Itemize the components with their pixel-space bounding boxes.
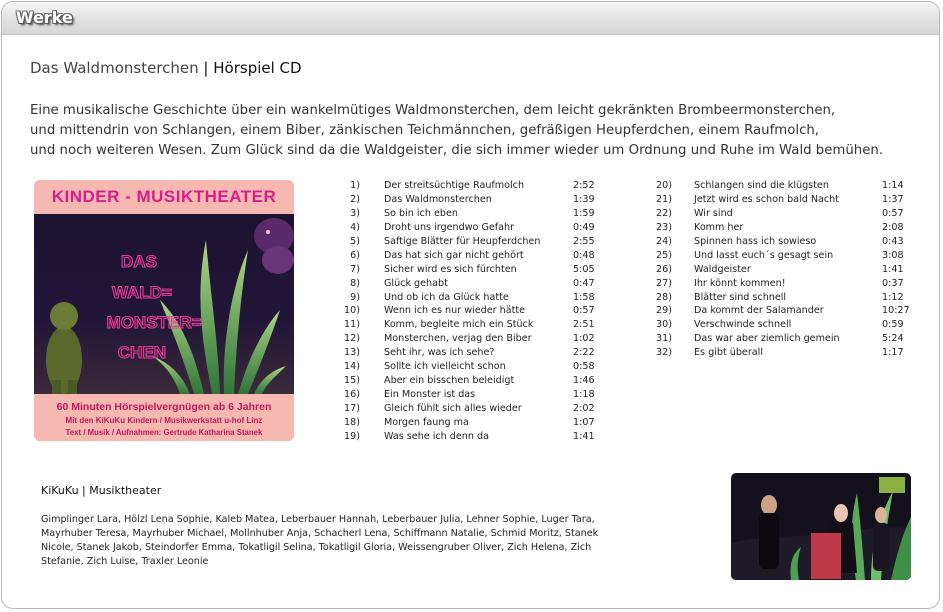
track-title: Was sehe ich denn da	[384, 430, 489, 442]
track-title: Und lasst euch´s gesagt sein	[694, 249, 834, 261]
track-duration: 0:43	[882, 235, 904, 247]
track-row	[640, 263, 910, 277]
track-title: Jetzt wird es schon bald Nacht	[694, 193, 840, 205]
track-row	[640, 207, 910, 221]
track-row	[640, 318, 910, 332]
track-title: Und ob ich da Glück hatte	[384, 291, 509, 303]
members-line: Stefanie, Zich Luise, Traxler Leonie	[41, 556, 209, 567]
track-duration: 5:05	[573, 263, 595, 275]
intro-text	[30, 101, 910, 161]
track-number: 31)	[656, 333, 672, 345]
track-title: Wenn ich es nur wieder hätte	[384, 305, 525, 317]
track-duration: 1:58	[573, 291, 595, 303]
track-row	[330, 193, 600, 207]
track-number: 20)	[656, 180, 672, 191]
track-row	[330, 360, 600, 374]
track-row	[330, 304, 600, 318]
members-line: Mayrhuber Teresa, Mayrhuber Michael, Mollnhuber Anja, Schacherl Lena, Schiffmann Natalie, Schmid Moritz, Stanek	[41, 528, 599, 539]
track-number: 32)	[656, 347, 672, 359]
track-number: 6)	[350, 249, 360, 261]
group-members	[41, 513, 601, 569]
track-duration: 1:07	[573, 416, 595, 428]
track-row	[330, 235, 600, 249]
track-row	[330, 277, 600, 291]
track-row	[330, 249, 600, 263]
track-title: Morgen faung ma	[384, 416, 469, 428]
cover-banner-text: KINDER - MUSIKTHEATER	[51, 187, 277, 206]
track-duration: 1:12	[882, 291, 904, 303]
track-number: 24)	[656, 235, 672, 247]
track-title: Ihr könnt kommen!	[694, 277, 786, 289]
track-row	[330, 263, 600, 277]
cd-cover-image	[34, 180, 294, 441]
track-number: 8)	[350, 277, 360, 289]
track-number: 28)	[656, 291, 672, 303]
track-number: 18)	[344, 416, 360, 428]
track-number: 10)	[344, 305, 360, 317]
track-number: 5)	[350, 235, 360, 247]
heading-separator: |	[203, 59, 209, 77]
track-number: 25)	[656, 249, 672, 261]
track-number: 1)	[350, 180, 360, 191]
track-duration: 1:18	[573, 389, 595, 401]
track-title: Gleich fühlt sich alles wieder	[384, 403, 522, 414]
track-title: Blätter sind schnell	[694, 291, 787, 303]
track-duration: 2:22	[573, 347, 595, 359]
track-row	[330, 430, 600, 444]
track-title: Komm her	[694, 221, 744, 233]
track-duration: 2:55	[573, 235, 595, 247]
track-title: Komm, begleite mich ein Stück	[384, 319, 534, 331]
track-row	[640, 332, 910, 346]
track-number: 17)	[344, 403, 360, 414]
track-duration: 0:59	[882, 319, 904, 331]
track-row	[330, 416, 600, 430]
cover-title-line: DAS	[121, 252, 157, 271]
track-duration: 0:37	[882, 277, 904, 289]
members-line: Gimplinger Lara, Hölzl Lena Sophie, Kaleb Matea, Leberbauer Hannah, Leberbauer Julia, Lehner Sophie, Luger Tara,	[41, 514, 595, 525]
track-duration: 2:51	[573, 319, 595, 331]
track-number: 12)	[344, 333, 360, 345]
track-duration: 1:41	[882, 263, 904, 275]
track-title: Wir sind	[694, 207, 733, 219]
heading-title: Das Waldmonsterchen	[30, 59, 199, 77]
track-number: 22)	[656, 207, 672, 219]
track-title: Das Waldmonsterchen	[384, 193, 492, 205]
track-title: Sicher wird es sich fürchten	[384, 263, 517, 275]
track-duration: 5:24	[882, 333, 904, 345]
track-title: Es gibt überall	[694, 347, 763, 359]
cover-title-line: MONSTER=	[106, 313, 202, 332]
intro-line: und noch weiteren Wesen. Zum Glück sind da die Waldgeister, die sich immer wieder um Ordnung und Ruhe im Wald bemühen.	[30, 143, 884, 158]
track-title: Spinnen hass ich sowieso	[694, 235, 817, 247]
track-duration: 0:48	[573, 249, 595, 261]
track-title: Droht uns irgendwo Gefahr	[384, 221, 515, 233]
group-title: KiKuKu | Musiktheater	[41, 484, 162, 497]
track-number: 27)	[656, 277, 672, 289]
page-heading	[30, 59, 302, 77]
track-row	[330, 291, 600, 305]
track-number: 16)	[344, 389, 360, 401]
track-title: Das hat sich gar nicht gehört	[384, 249, 524, 261]
track-row	[640, 277, 910, 291]
track-duration: 0:47	[573, 277, 595, 289]
stage-photo-art	[731, 473, 911, 580]
track-title: Der streitsüchtige Raufmolch	[384, 180, 525, 191]
track-number: 3)	[350, 207, 360, 219]
track-number: 26)	[656, 263, 672, 275]
track-row	[330, 388, 600, 402]
track-duration: 1:39	[573, 193, 595, 205]
cd-cover-art	[34, 180, 294, 441]
track-duration: 2:08	[882, 221, 904, 233]
stage-photo	[731, 473, 911, 580]
track-title: Schlangen sind die klügsten	[694, 180, 829, 191]
monster-figure-left	[46, 302, 82, 396]
track-title: Seht ihr, was ich sehe?	[384, 347, 495, 359]
track-title: Monsterchen, verjag den Biber	[384, 333, 532, 345]
track-row	[640, 221, 910, 235]
track-row	[640, 304, 910, 318]
cover-caption: Text / Musik / Aufnahmen: Gertrude Katharina Stanek	[65, 428, 263, 437]
title-bar	[2, 2, 939, 35]
track-row	[640, 291, 910, 305]
cover-title-line: WALD=	[112, 283, 172, 302]
track-duration: 1:17	[882, 347, 904, 359]
track-duration: 2:52	[573, 180, 595, 191]
track-title: Glück gehabt	[384, 277, 448, 289]
window-title: Werke	[16, 8, 73, 27]
track-title: Das war aber ziemlich gemein	[694, 333, 840, 345]
track-number: 7)	[350, 263, 360, 275]
track-duration: 0:49	[573, 221, 595, 233]
track-duration: 10:27	[882, 305, 910, 317]
track-duration: 0:57	[573, 305, 595, 317]
track-duration: 1:37	[882, 193, 904, 205]
track-number: 29)	[656, 305, 672, 317]
track-row	[330, 402, 600, 416]
track-number: 14)	[344, 361, 360, 373]
track-duration: 0:57	[882, 207, 904, 219]
cover-caption: 60 Minuten Hörspielvergnügen ab 6 Jahren	[56, 401, 272, 413]
track-title: Da kommt der Salamander	[694, 305, 824, 317]
cover-title-line: CHEN	[117, 343, 167, 362]
track-duration: 1:02	[573, 333, 595, 345]
track-row	[640, 346, 910, 360]
track-row	[640, 249, 910, 263]
heading-subtitle: Hörspiel CD	[213, 59, 302, 77]
track-number: 23)	[656, 221, 672, 233]
track-row	[640, 179, 910, 193]
track-number: 21)	[656, 193, 672, 205]
track-row	[330, 332, 600, 346]
track-title: Aber ein bisschen beleidigt	[384, 375, 515, 387]
track-title: Ein Monster ist das	[384, 389, 476, 401]
track-title: Saftige Blätter für Heupferdchen	[384, 235, 541, 247]
members-line: Nicole, Stanek Jakob, Steindorfer Emma, Tokatligil Selina, Tokatligil Gloria, Weissengruber Oliver, Zich Helena, Zich	[41, 542, 592, 553]
intro-line: und mittendrin von Schlangen, einem Biber, zänkischen Teichmännchen, gefräßigen Heupferdchen, einem Raufmolch,	[30, 123, 820, 138]
cover-caption: Mit den KiKuKu Kindern / Musikwerkstatt u-hof Linz	[65, 416, 263, 425]
track-duration: 1:59	[573, 207, 595, 219]
track-number: 4)	[350, 221, 360, 233]
track-number: 19)	[344, 430, 360, 442]
track-list-left	[330, 179, 600, 444]
track-row	[330, 179, 600, 193]
track-title: So bin ich eben	[384, 207, 458, 219]
intro-line: Eine musikalische Geschichte über ein wankelmütiges Waldmonsterchen, dem leicht gekränkten Brombeermonsterchen,	[30, 103, 836, 118]
track-duration: 1:46	[573, 375, 595, 387]
track-row	[330, 374, 600, 388]
track-row	[330, 221, 600, 235]
track-duration: 1:14	[882, 180, 904, 191]
track-duration: 2:02	[573, 403, 595, 414]
track-row	[640, 235, 910, 249]
track-number: 2)	[350, 193, 360, 205]
track-duration: 3:08	[882, 249, 904, 261]
track-row	[640, 193, 910, 207]
track-row	[330, 318, 600, 332]
track-list-right	[640, 179, 910, 360]
track-number: 9)	[350, 291, 360, 303]
track-row	[330, 346, 600, 360]
track-number: 30)	[656, 319, 672, 331]
track-row	[330, 207, 600, 221]
track-duration: 0:58	[573, 361, 595, 373]
track-number: 11)	[344, 319, 360, 331]
track-title: Verschwinde schnell	[694, 319, 792, 331]
track-number: 15)	[344, 375, 360, 387]
track-duration: 1:41	[573, 430, 595, 442]
track-number: 13)	[344, 347, 360, 359]
track-title: Sollte ich vielleicht schon	[384, 361, 506, 373]
track-title: Waldgeister	[694, 263, 751, 275]
